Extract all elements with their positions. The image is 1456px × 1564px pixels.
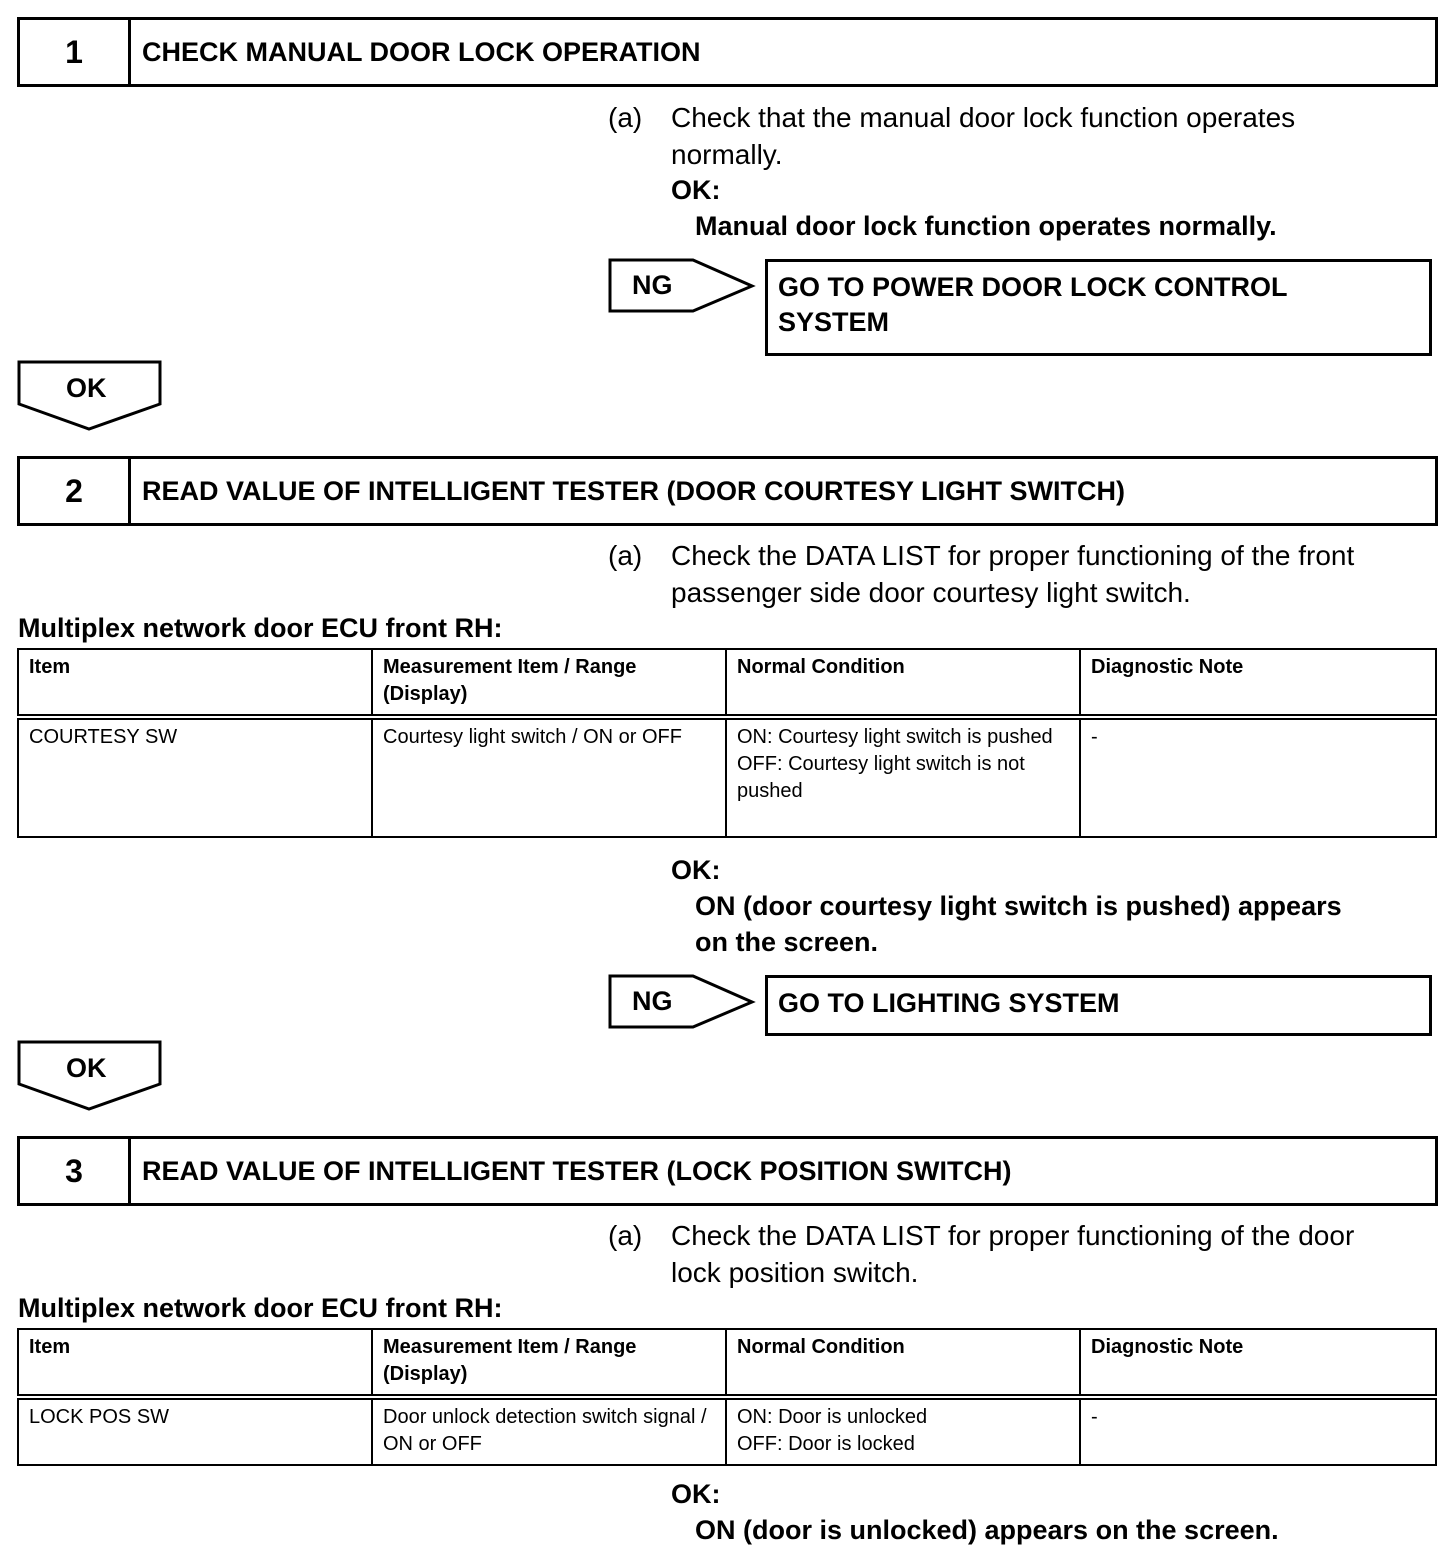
instruction-line: Check the DATA LIST for proper functioning of the door	[671, 1220, 1355, 1251]
instruction-line: lock position switch.	[671, 1257, 919, 1288]
table-header-row	[18, 649, 1436, 717]
column-header: Diagnostic Note	[1080, 649, 1436, 717]
ng-action-line: GO TO LIGHTING SYSTEM	[778, 988, 1120, 1018]
data-list-table	[17, 648, 1437, 838]
table-cell: Courtesy light switch / ON or OFF	[372, 717, 726, 837]
condition-on: ON: Courtesy light switch is pushed	[737, 726, 1053, 748]
table-title: Multiplex network door ECU front RH:	[18, 613, 503, 643]
column-header: Normal Condition	[726, 1329, 1080, 1397]
ng-action-box	[765, 259, 1432, 356]
ok-label: OK:	[671, 1479, 721, 1509]
table-cell: LOCK POS SW	[18, 1397, 372, 1465]
instruction-line: Check that the manual door lock function operates	[671, 102, 1296, 133]
ok-criteria: ON (door is unlocked) appears on the screen.	[695, 1515, 1279, 1545]
ok-criteria: on the screen.	[695, 927, 879, 957]
step-title: READ VALUE OF INTELLIGENT TESTER (DOOR COURTESY LIGHT SWITCH)	[142, 475, 1125, 506]
table-cell: -	[1080, 717, 1436, 837]
table-cell	[726, 1397, 1080, 1465]
ok-criteria: ON (door courtesy light switch is pushed) appears	[695, 891, 1342, 921]
column-header: Normal Condition	[726, 649, 1080, 717]
table-row	[18, 717, 1436, 837]
ng-label: NG	[632, 986, 673, 1016]
table-row	[18, 1397, 1436, 1465]
ng-action-line: SYSTEM	[778, 307, 890, 337]
ng-action-line: GO TO POWER DOOR LOCK CONTROL	[778, 272, 1288, 302]
step-number: 1	[20, 20, 131, 84]
instruction-line: passenger side door courtesy light switch.	[671, 577, 1191, 608]
ng-action-box	[765, 975, 1432, 1036]
ok-criteria: Manual door lock function operates normally.	[695, 211, 1277, 241]
ok-label: OK:	[671, 855, 721, 885]
column-header: Item	[18, 649, 372, 717]
instruction-line: Check the DATA LIST for proper functioning of the front	[671, 540, 1355, 571]
instruction-label: (a)	[608, 540, 643, 571]
column-header: Diagnostic Note	[1080, 1329, 1436, 1397]
column-header: Measurement Item / Range (Display)	[372, 1329, 726, 1397]
ok-down-arrow-shape	[0, 0, 1, 1]
table-cell: -	[1080, 1397, 1436, 1465]
data-list-table	[17, 1328, 1437, 1466]
condition-off: OFF: Courtesy light switch is not pushed	[737, 753, 1025, 802]
table-cell: COURTESY SW	[18, 717, 372, 837]
instruction-label: (a)	[608, 102, 643, 133]
step-number: 2	[20, 459, 131, 523]
step-title: CHECK MANUAL DOOR LOCK OPERATION	[142, 36, 701, 67]
ok-arrow-label: OK	[66, 373, 107, 403]
condition-on: ON: Door is unlocked	[737, 1406, 928, 1428]
table-header-row	[18, 1329, 1436, 1397]
condition-off: OFF: Door is locked	[737, 1433, 915, 1455]
instruction-line: normally.	[671, 139, 783, 170]
instruction-label: (a)	[608, 1220, 643, 1251]
step-title: READ VALUE OF INTELLIGENT TESTER (LOCK POSITION SWITCH)	[142, 1155, 1012, 1186]
table-title: Multiplex network door ECU front RH:	[18, 1293, 503, 1323]
step-3-header	[17, 1136, 1438, 1206]
ok-arrow-label: OK	[66, 1053, 107, 1083]
ng-label: NG	[632, 270, 673, 300]
column-header: Item	[18, 1329, 372, 1397]
table-cell: Door unlock detection switch signal / ON or OFF	[372, 1397, 726, 1465]
step-number: 3	[20, 1139, 131, 1203]
step-1-header	[17, 17, 1438, 87]
step-2-header	[17, 456, 1438, 526]
column-header: Measurement Item / Range (Display)	[372, 649, 726, 717]
table-cell	[726, 717, 1080, 837]
ok-label: OK:	[671, 175, 721, 205]
